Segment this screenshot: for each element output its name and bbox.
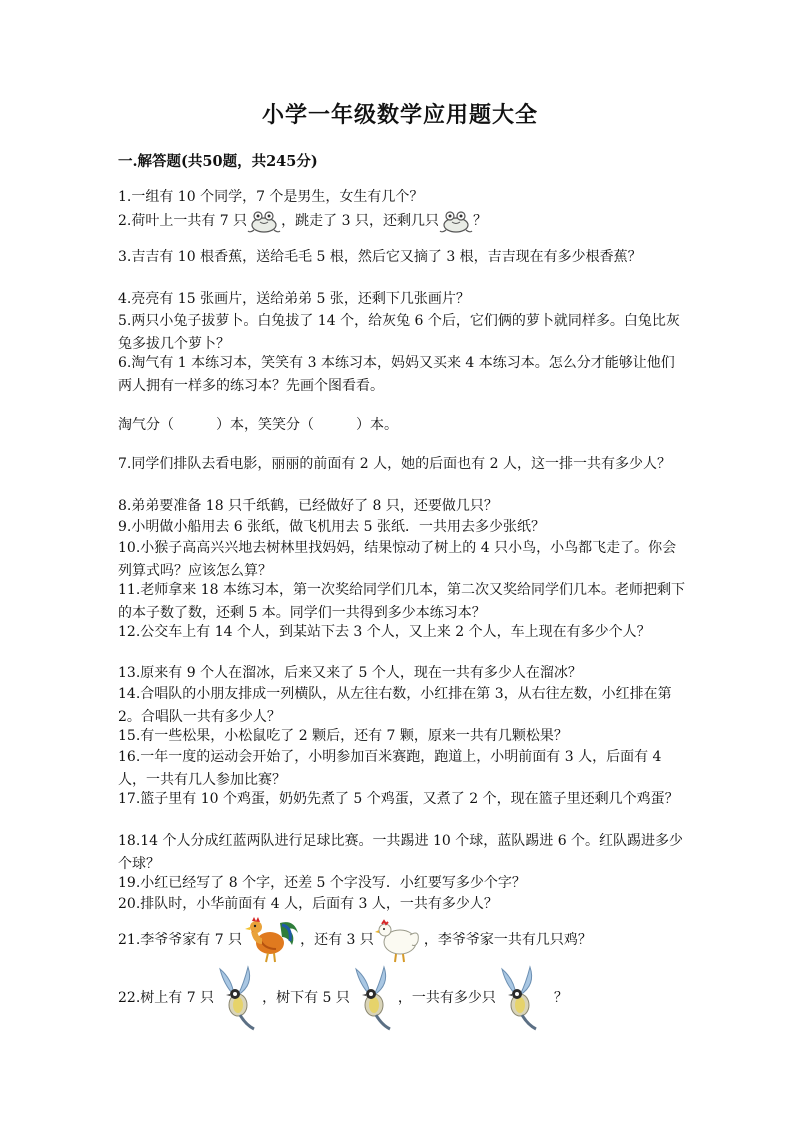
question-13: 13.原来有 9 个人在溜冰，后来又来了 5 个人，现在一共有多少人在溜冰？ xyxy=(118,665,582,681)
question-1: 1.一组有 10 个同学，7 个是男生，女生有几个？ xyxy=(118,189,424,205)
question-11: 11.老师拿来 18 本练习本，第一次奖给同学们几本，第二次又奖给同学们几本。老师把剩下的本子数了数，还剩 5 本。同学们一共得到多少本练习本？ xyxy=(118,582,685,621)
question-6-fill: 淘气分（ ）本，笑笑分（ ）本。 xyxy=(118,417,398,433)
question-6: 6.淘气有 1 本练习本，笑笑有 3 本练习本，妈妈又买来 4 本练习本。怎么分才能够让他们两人拥有一样多的练习本？先画个图看看。 xyxy=(118,355,675,394)
question-21-part-a: 21.李爷爷家有 7 只 xyxy=(118,931,243,948)
question-2 xyxy=(118,208,686,234)
question-2-part-c: ？ xyxy=(472,212,487,229)
question-12: 12.公交车上有 14 个人，到某站下去 3 个人，又上来 2 个人，车上现在有多少个人？ xyxy=(118,624,651,640)
question-15: 15.有一些松果，小松鼠吃了 2 颗后，还有 7 颗，原来一共有几颗松果？ xyxy=(118,728,568,744)
question-17: 17.篮子里有 10 个鸡蛋，奶奶先煮了 5 个鸡蛋，又煮了 2 个，现在篮子里还剩几个鸡蛋？ xyxy=(118,791,679,807)
question-18: 18.14 个人分成红蓝两队进行足球比赛。一共踢进 10 个球，蓝队踢进 6 个。红队踢进多少个球？ xyxy=(118,833,684,872)
question-2-part-a: 2.荷叶上一共有 7 只 xyxy=(118,212,248,229)
question-7: 7.同学们排队去看电影，丽丽的前面有 2 人，她的后面也有 2 人，这一排一共有多少人？ xyxy=(118,456,671,472)
bird-icon xyxy=(350,965,398,1031)
question-16: 16.一年一度的运动会开始了，小明参加百米赛跑，跑道上，小明前面有 3 人，后面有 4 人，一共有几人参加比赛？ xyxy=(118,749,662,788)
bird-icon xyxy=(214,965,262,1031)
question-22-part-d: ？ xyxy=(553,989,568,1006)
question-3: 3.吉吉有 10 根香蕉，送给毛毛 5 根，然后它又摘了 3 根，吉吉现在有多少根香蕉？ xyxy=(118,249,642,265)
question-9: 9.小明做小船用去 6 张纸，做飞机用去 5 张纸．一共用去多少张纸？ xyxy=(118,519,545,535)
question-22-part-c: ，一共有多少只 xyxy=(397,989,496,1006)
question-4: 4.亮亮有 15 张画片，送给弟弟 5 张，还剩下几张画片？ xyxy=(118,291,470,307)
bird-icon xyxy=(496,965,544,1031)
question-8: 8.弟弟要准备 18 只千纸鹤，已经做好了 8 只，还要做几只？ xyxy=(118,498,498,514)
rooster-icon xyxy=(242,915,300,965)
question-21-part-b: ，还有 3 只 xyxy=(300,931,374,948)
question-21-part-c: ，李爷爷家一共有几只鸡？ xyxy=(423,931,592,948)
question-20: 20.排队时，小华前面有 4 人，后面有 3 人，一共有多少人？ xyxy=(118,896,498,912)
frog-icon xyxy=(439,208,473,234)
section-heading: 一.解答题(共50题，共245分) xyxy=(118,153,318,170)
question-2-part-b: ，跳走了 3 只，还剩几只 xyxy=(281,212,439,229)
question-22 xyxy=(118,965,686,1031)
frog-icon xyxy=(247,208,281,234)
question-21 xyxy=(118,915,686,965)
question-19: 19.小红已经写了 8 个字，还差 5 个字没写．小红要写多少个字？ xyxy=(118,875,526,891)
question-5: 5.两只小兔子拔萝卜。白兔拔了 14 个，给灰兔 6 个后，它们俩的萝卜就同样多。白兔比灰兔多拔几个萝卜？ xyxy=(118,313,680,352)
question-22-part-a: 22.树上有 7 只 xyxy=(118,989,215,1006)
question-22-part-b: ，树下有 5 只 xyxy=(262,989,350,1006)
question-14: 14.合唱队的小朋友排成一列横队，从左往右数，小红排在第 3，从右往左数，小红排在第 2。合唱队一共有多少人？ xyxy=(118,686,672,725)
question-10: 10.小猴子高高兴兴地去树林里找妈妈，结果惊动了树上的 4 只小鸟，小鸟都飞走了。你会列算式吗？应该怎么算？ xyxy=(118,540,677,579)
page-title: 小学一年级数学应用题大全 xyxy=(261,102,538,128)
hen-icon xyxy=(374,915,424,965)
